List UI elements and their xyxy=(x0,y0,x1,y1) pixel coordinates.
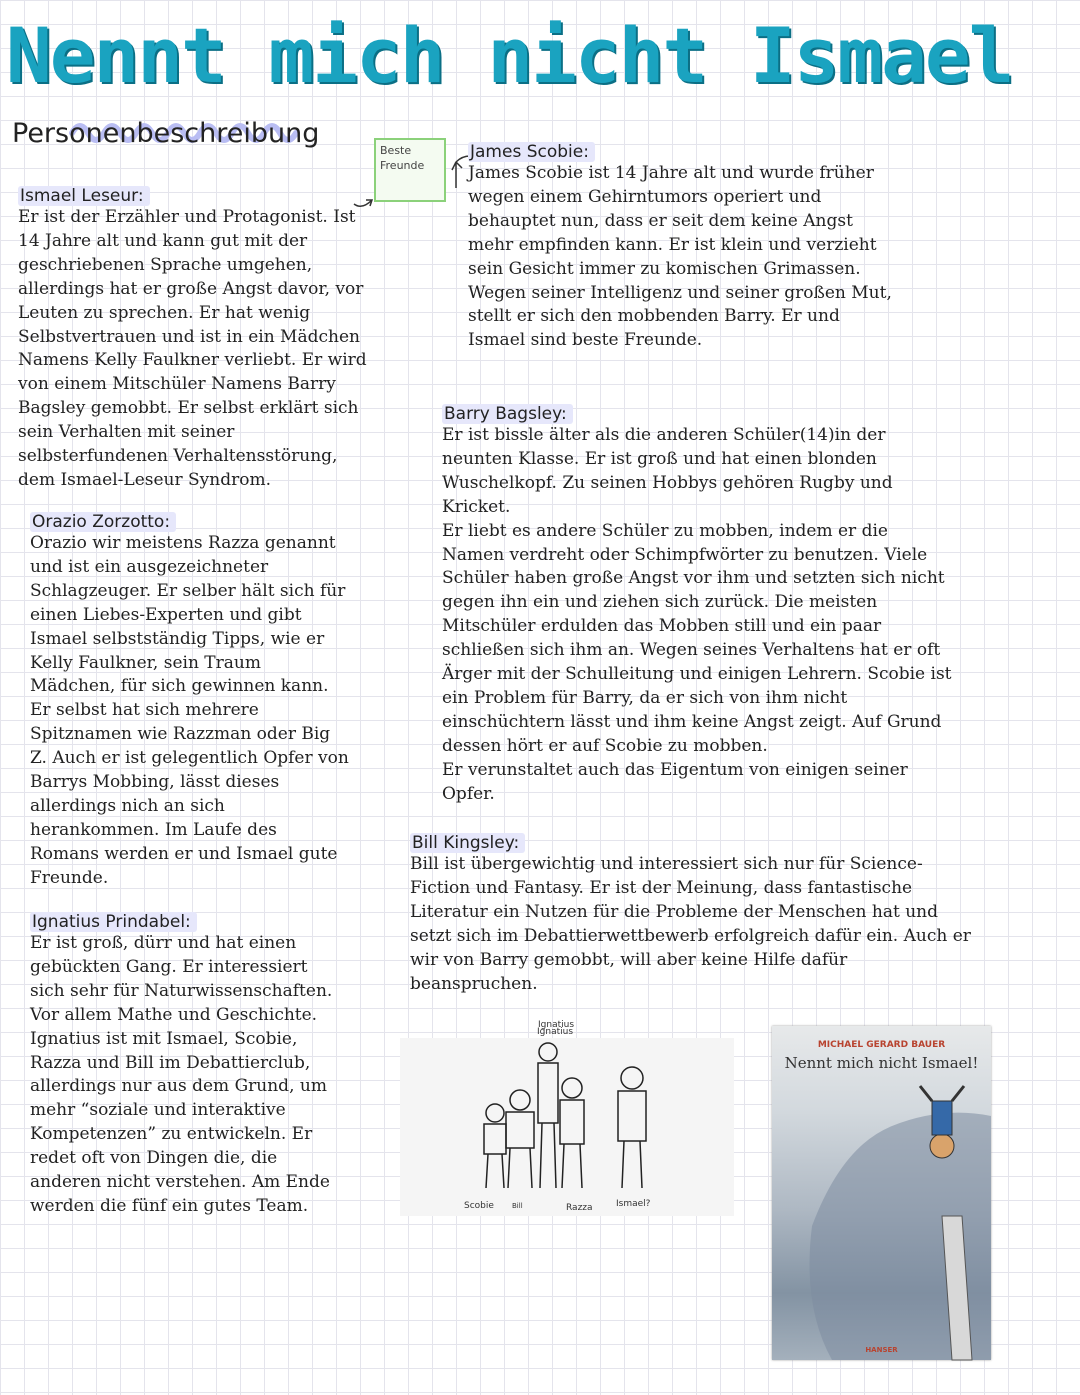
character-sketch xyxy=(400,1027,734,1216)
character-description: Er ist groß, dürr und hat einen gebückten Gang. Er interessiert sich sehr für Naturwissenschaften. Vor allem Mathe und Geschichte. Ignatius ist mit Ismael, Scobie, Razza und Bill im Debattierclub, allerdings nur aus dem Grund, um mehr “soziale und interaktive Kompetenzen” zu entwickeln. Er redet oft von Dingen die, die anderen nicht verstehen. Am Ende werden die fünf ein gutes Team. xyxy=(30,933,333,1216)
page-title: Nennt mich nicht Ismael xyxy=(6,11,1013,100)
character-description: Orazio wir meistens Razza genannt und ist ein ausgezeichneter Schlagzeuger. Er selber hält sich für einen Liebes-Experten und gibt Ismael selbstständig Tipps, wie er Kelly Faulkner, sein Traum Mädchen, für sich gewinnen kann. Er selbst hat sich mehrere Spitznamen wie Razzman oder Big Z. Auch er ist gelegentlich Opfer von Barrys Mobbing, lässt dieses allerdings nich an sich herankommen. Im Laufe des Romans werden er und Ismael gute Freunde. xyxy=(30,533,349,888)
character-ismael xyxy=(18,186,438,493)
sketch-label-scobie: Scobie xyxy=(464,1201,494,1211)
sketch-drawing xyxy=(400,1027,734,1216)
character-name: Bill Kingsley: xyxy=(410,833,525,853)
sticky-note: Beste Freunde xyxy=(374,138,446,202)
book-author: MICHAEL GERARD BAUER xyxy=(817,1040,946,1050)
book-cover xyxy=(772,1026,991,1360)
book-title: Nennt mich nicht Ismael! xyxy=(784,1054,979,1072)
character-name: James Scobie: xyxy=(468,142,595,162)
character-description: James Scobie ist 14 Jahre alt und wurde früher wegen einem Gehirntumors operiert und behauptet nun, dass er seit dem keine Angst mehr empfinden kann. Er ist klein und verzieht sein Gesicht immer zu komischen Grimassen. Wegen seiner Intelligenz und seiner großen Mut, stellt er sich den mobbenden Barry. Er und Ismael sind beste Freunde. xyxy=(468,163,892,351)
character-name: Ismael Leseur: xyxy=(18,186,150,206)
character-barry xyxy=(442,404,1072,807)
sketch-label-ignatius: Ignatius xyxy=(537,1027,574,1037)
sketch-label-ignatius-top: Ignatius xyxy=(538,1020,575,1030)
sketch-label-ismael: Ismael? xyxy=(616,1199,651,1209)
character-ignatius xyxy=(30,912,400,1219)
character-description: Bill ist übergewichtig und interessiert sich nur für Science- Fiction und Fantasy. Er ist der Meinung, dass fantastische Literatur ein Nutzen für die Probleme der Menschen hat und setzt sich im Debattierwettbewerb erfolgreich dafür ein. Auch er wir von Barry gemobbt, will aber keine Hilfe dafür beanspruchen. xyxy=(410,854,971,994)
character-description: Er ist der Erzähler und Protagonist. Ist 14 Jahre alt und kann gut mit der geschriebenen Sprache umgehen, allerdings hat er große Angst davor, vor Leuten zu sprechen. Er hat wenig Selbstvertrauen und ist in ein Mädchen Namens Kelly Faulkner verliebt. Er wird von einem Mitschüler Namens Barry Bagsley gemobbt. Er selbst erklärt sich sein Verhalten mit seiner selbsterfundenen Verhaltensstörung, dem Ismael-Leseur Syndrom. xyxy=(18,207,367,490)
character-scobie xyxy=(468,142,1068,353)
book-illustration xyxy=(772,1026,991,1360)
character-name: Orazio Zorzotto: xyxy=(30,512,176,532)
sketch-label-bill: Bill xyxy=(512,1202,523,1210)
section-subtitle: Personenbeschreibung xyxy=(12,118,320,149)
book-publisher: HANSER xyxy=(865,1346,898,1354)
character-name: Barry Bagsley: xyxy=(442,404,573,424)
character-description: Er ist bissle älter als die anderen Schüler(14)in der neunten Klasse. Er ist groß und hat einen blonden Wuschelkopf. Zu seinen Hobbys gehören Rugby und Kricket. Er liebt es andere Schüler zu mobben, indem er die Namen verdreht oder Schimpfwörter zu benutzen. Viele Schüler haben große Angst vor ihm und setzten sich nicht gegen ihn ein und ziehen sich zurück. Die meisten Mitschüler erdulden das Mobben still und ein paar schließen sich ihm an. Wegen seines Verhaltens hat er oft Ärger mit der Schulleitung und einigen Lehrern. Scobie ist ein Problem für Barry, da er sich von ihm nicht einschüchtern lässt und ihm keine Angst zeigt. Auf Grund dessen hört er auf Scobie zu mobben. Er verunstaltet auch das Eigentum von einigen seiner Opfer. xyxy=(442,425,952,804)
character-orazio xyxy=(30,512,400,891)
character-bill xyxy=(410,833,1075,996)
character-name: Ignatius Prindabel: xyxy=(30,912,197,932)
sketch-label-razza: Razza xyxy=(566,1203,593,1213)
